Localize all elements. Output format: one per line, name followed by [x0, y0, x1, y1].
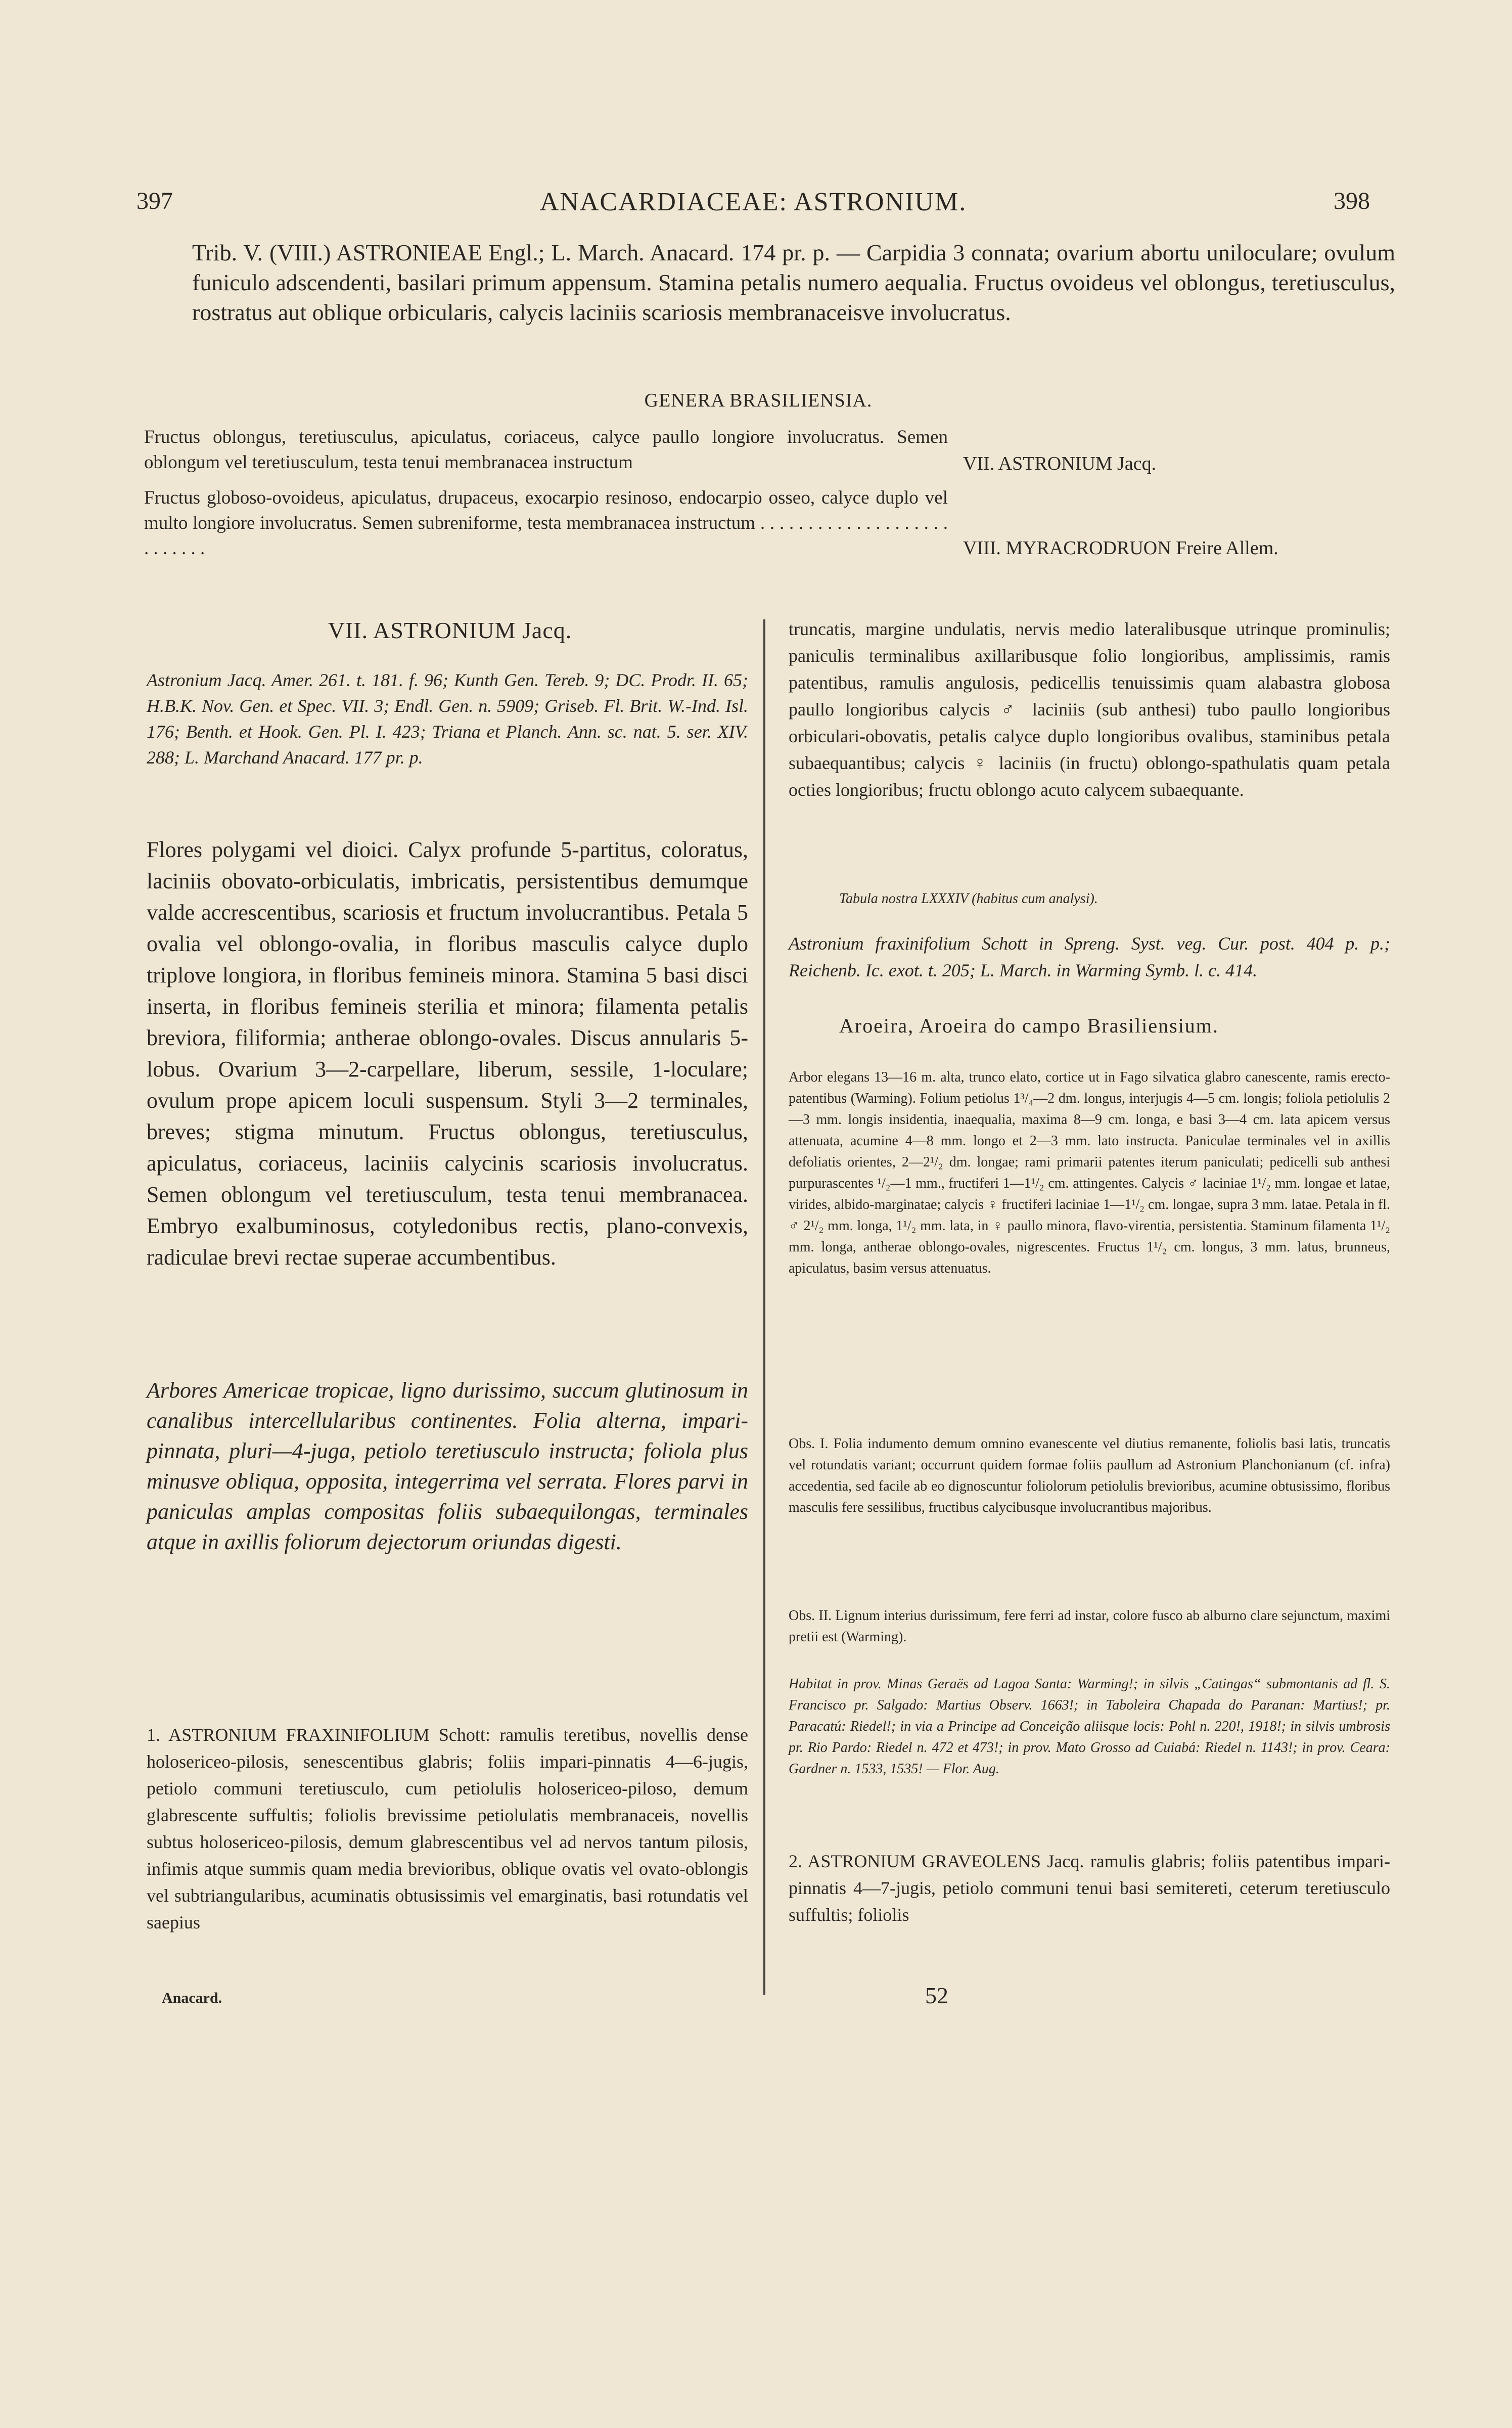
key-result-1: VII. ASTRONIUM Jacq. [963, 453, 1157, 474]
species-1-synonymy: Astronium fraxinifolium Schott in Spreng. Syst. veg. Cur. post. 404 p. p.; Reichenb. Ic. exot. t. 205; L. March. in Warming Symb. l. c. 414. [789, 933, 1390, 980]
genus-description: Flores polygami vel dioici. Calyx profunde 5-partitus, coloratus, laciniis obovato-orbiculatis, imbricatis, persistentibus demumque valde accrescentibus, scariosis et fructum involucrantibus. Petala 5 ovalia vel oblongo-ovalia, in floribus masculis calyce duplo triplove longiora, in floribus femineis minora. Stamina 5 basi disci inserta, in floribus femineis sterilia et minora; filamenta petalis breviora, filiformia; antherae oblongo-ovales. Discus annularis 5-lobus. Ovarium 3—2-carpellare, liberum, sessile, 1-loculare; ovulum prope apicem loculi suspensum. Styli 3—2 terminales, breves; stigma minutum. Fructus oblongus, teretiusculus, apiculatus, coriaceus, laciniis calycinis scariosis involucratus. Semen oblongum vel teretiusculum, testa tenui membranacea. Embryo exalbuminosus, cotyledonibus rectis, plano-convexis, radiculae brevi rectae superae accumbentibus. [147, 837, 748, 1270]
observation-1: Obs. I. Folia indumento demum omnino evanescente vel diutius remanente, foliolis basi latis, truncatis vel rotundatis variant; occurrunt quidem formae foliis paullum ad Astronium Planchonianum (cf. infra) accedentia, sed facile ab eo dignoscuntur foliolorum petiolulis brevioribus, acumine obtusissimo, floribus masculis fere sessilibus, fructibus calycibusque involucrantibus majoribus. [789, 1436, 1390, 1515]
right-page-number: 398 [1334, 188, 1370, 214]
tribe-diagnosis: Trib. V. (VIII.) ASTRONIEAE Engl.; L. March. Anacard. 174 pr. p. — Carpidia 3 connata; ovarium abortu uniloculare; ovulum funiculo adscendenti, basilari primum appensum. Stamina petalis numero aequalia. Fructus ovoideus vel oblongus, teretiusculus, rostratus aut oblique orbicularis, calycis laciniis scariosis membranaceisve involucratus. [192, 240, 1395, 325]
running-title: ANACARDIACEAE: ASTRONIUM. [539, 188, 967, 216]
key-title: GENERA BRASILIENSIA. [644, 390, 873, 411]
left-page-number: 397 [136, 188, 173, 214]
genus-habit: Arbores Americae tropicae, ligno durissimo, succum glutinosum in canalibus intercellularibus continentes. Folia alterna, impari-pinnata, pluri—4-juga, petiolo teretiusculo instructa; foliola plus minusve obliqua, opposita, integerrima vel serrata. Flores parvi in paniculas amplas compositas foliis subaequilongas, terminales atque in axillis foliorum dejectorum oriundas digesti. [147, 1378, 748, 1554]
column-divider [763, 619, 765, 1995]
running-header [136, 187, 1370, 222]
habitat: Habitat in prov. Minas Geraës ad Lagoa Santa: Warming!; in silvis „Catingas“ submontanis ad fl. S. Francisco pr. Salgado: Martius Observ. 1663!; in Taboleira Chapada do Paranan: Martius!; pr. Paracatú: Riedel!; in via a Principe ad Conceição aliisque locis: Pohl n. 220!, 1918!; in silvis umbrosis pr. Rio Pardo: Riedel n. 472 et 473!; in prov. Mato Grosso ad Cuiabá: Riedel n. 1143!; in prov. Ceara: Gardner n. 1533, 1535! — Flor. Aug. [789, 1676, 1390, 1777]
species-1-diagnosis: 1. ASTRONIUM FRAXINIFOLIUM Schott: ramulis teretibus, novellis dense holosericeo-pilosis, senescentibus glabris; foliis impari-pinnatis 4—6-jugis, petiolo communi teretiusculo, cum petiolulis holosericeo-piloso, demum glabrescente suffultis; foliolis brevissime petiolulatis membranaceis, novellis subtus holosericeo-pilosis, demum glabrescentibus vel ad nervos tantum pilosis, infimis atque summis quam media brevioribus, oblique ovatis vel ovato-oblongis vel subtriangularibus, acuminatis obtusissimis vel emarginatis, basi rotundatis vel saepius [147, 1725, 748, 1932]
vernacular-names: Aroeira, Aroeira do campo Brasiliensium. [839, 1014, 1219, 1037]
genus-synonymy: Astronium Jacq. Amer. 261. t. 181. f. 96; Kunth Gen. Tereb. 9; DC. Prodr. II. 65; H.B.K. Nov. Gen. et Spec. VII. 3; Endl. Gen. n. 5909; Griseb. Fl. Brit. W.-Ind. Isl. 176; Benth. et Hook. Gen. Pl. I. 423; Triana et Planch. Ann. sc. nat. 5. ser. XIV. 288; L. Marchand Anacard. 177 pr. p. [147, 670, 748, 768]
genus-title: VII. ASTRONIUM Jacq. [328, 617, 572, 643]
species-2-diagnosis: 2. ASTRONIUM GRAVEOLENS Jacq. ramulis glabris; foliis patentibus impari-pinnatis 4—7-jugis, petiolo communi tenui basi semitereti, ceterum teretiusculo suffultis; foliolis [789, 1851, 1390, 1925]
sheet-number: 52 [925, 1983, 948, 2008]
key-result-2: VIII. MYRACRODRUON Freire Allem. [963, 537, 1278, 559]
signature-mark: Anacard. [162, 1990, 222, 2006]
plate-reference: Tabula nostra LXXXIV (habitus cum analysi). [839, 891, 1098, 907]
key-entry-2: Fructus globoso-ovoideus, apiculatus, drupaceus, exocarpio resinoso, endocarpio osseo, calyce duplo vel multo longiore involucratus. Semen subreniforme, testa membranacea instructum . . . . . . . . . . . . . . . . . . . . . . . . . . . [144, 487, 948, 559]
species-1-description: Arbor elegans 13—16 m. alta, trunco elato, cortice ut in Fago silvatica glabro canescente, ramis erecto-patentibus (Warming). Folium petiolus 1³/₄—2 dm. longus, interjugis 4—5 cm. longis; foliola petiolulis 2—3 mm. longis insidentia, inaequalia, maxima 8—9 cm. longa, e basi 3—4 cm. lata apicem versus attenuata, acumine 4—8 mm. longo et 2—3 mm. lato instructa. Paniculae terminales vel in axillis defoliatis orientes, 2—2¹/₂ dm. longae; rami primarii patentes iterum paniculati; pedicelli sub anthesi purpurascentes ¹/₂—1 mm., fructiferi 1—1¹/₂ cm. attingentes. Calycis ♂ laciniae 1¹/₂ mm. longae et latae, virides, albido-marginatae; calycis ♀ fructiferi laciniae 1—1¹/₂ cm. longae, supra 3 mm. latae. Petala in fl. ♂ 2¹/₂ mm. longa, 1¹/₂ mm. lata, in ♀ paullo minora, flavo-virentia, persistentia. Staminum filamenta 1¹/₂ mm. longa, antherae oblongo-ovales, nigrescentes. Fructus 1¹/₂ cm. longus, 3 mm. latus, brunneus, apiculatus, basim versus attenuatus. [789, 1069, 1390, 1276]
key-entry-1: Fructus oblongus, teretiusculus, apiculatus, coriaceus, calyce paullo longiore involucratus. Semen oblongum vel teretiusculum, testa tenui membranacea instructum [144, 427, 948, 473]
observation-2: Obs. II. Lignum interius durissimum, fere ferri ad instar, colore fusco ab alburno clare sejunctum, maximi pretii est (Warming). [789, 1608, 1390, 1645]
species-1-continuation: truncatis, margine undulatis, nervis medio lateralibusque utrinque prominulis; paniculis terminalibus axillaribusque folio longioribus, amplissimis, ramis patentibus, ramulis angulosis, pedicellis tenuissimis quam alabastra globosa paullo longioribus calycis ♂ laciniis (sub anthesi) tubo paullo longioribus orbiculari-obovatis, petalis calyce duplo longioribus ovalibus, staminibus petala subaequantibus; calycis ♀ laciniis (in fructu) oblongo-spathulatis quam petala octies longioribus; fructu oblongo acuto calycem subaequante. [789, 619, 1390, 800]
